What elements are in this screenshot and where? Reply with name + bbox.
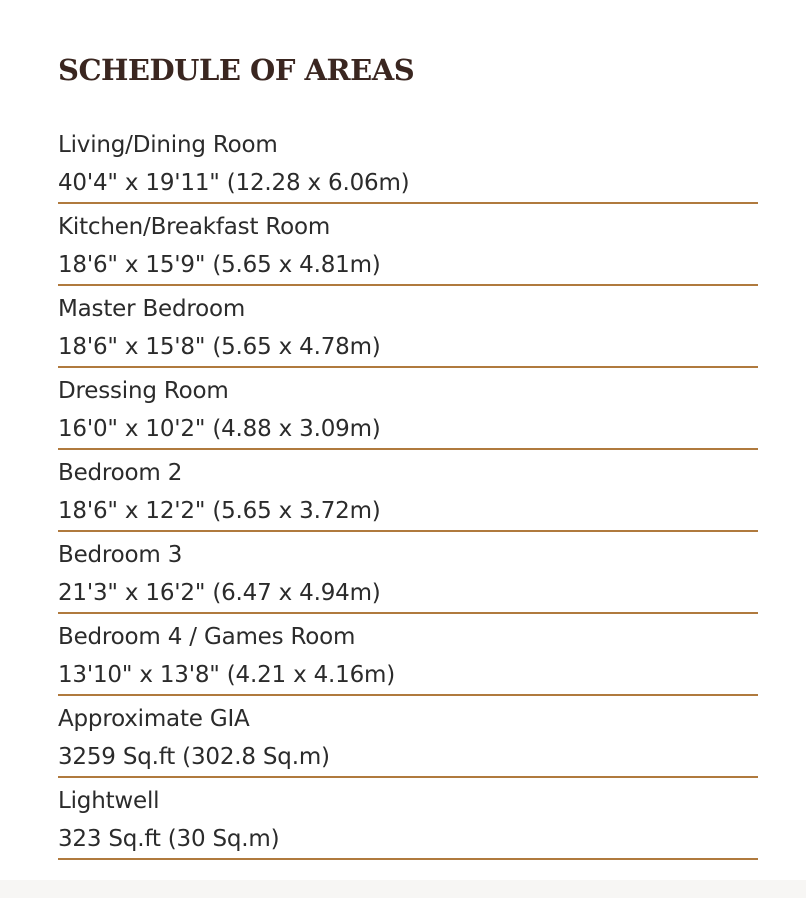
area-name: Master Bedroom [58, 296, 246, 322]
area-dimensions: 18'6" x 15'9" (5.65 x 4.81m) [58, 252, 381, 278]
area-dimensions: 323 Sq.ft (30 Sq.m) [58, 826, 280, 852]
area-dimensions: 13'10" x 13'8" (4.21 x 4.16m) [58, 662, 395, 688]
footer-band [0, 880, 806, 898]
area-dimensions: 40'4" x 19'11" (12.28 x 6.06m) [58, 170, 410, 196]
area-name: Kitchen/Breakfast Room [58, 214, 331, 240]
area-row-living-dining [58, 122, 758, 204]
area-name: Living/Dining Room [58, 132, 278, 158]
area-dimensions: 21'3" x 16'2" (6.47 x 4.94m) [58, 580, 381, 606]
area-name: Bedroom 2 [58, 460, 183, 486]
area-row-master-bedroom [58, 286, 758, 368]
area-name: Approximate GIA [58, 706, 250, 732]
area-dimensions: 18'6" x 12'2" (5.65 x 3.72m) [58, 498, 381, 524]
area-name: Lightwell [58, 788, 160, 814]
area-name: Bedroom 3 [58, 542, 183, 568]
area-row-bedroom-4-games [58, 614, 758, 696]
area-row-bedroom-2 [58, 450, 758, 532]
area-dimensions: 3259 Sq.ft (302.8 Sq.m) [58, 744, 330, 770]
area-row-kitchen-breakfast [58, 204, 758, 286]
area-row-bedroom-3 [58, 532, 758, 614]
page-title: SCHEDULE OF AREAS [58, 53, 415, 87]
area-row-lightwell [58, 778, 758, 860]
areas-list [58, 122, 758, 860]
area-row-dressing-room [58, 368, 758, 450]
area-name: Bedroom 4 / Games Room [58, 624, 356, 650]
area-dimensions: 16'0" x 10'2" (4.88 x 3.09m) [58, 416, 381, 442]
area-dimensions: 18'6" x 15'8" (5.65 x 4.78m) [58, 334, 381, 360]
area-row-approximate-gia [58, 696, 758, 778]
area-name: Dressing Room [58, 378, 229, 404]
